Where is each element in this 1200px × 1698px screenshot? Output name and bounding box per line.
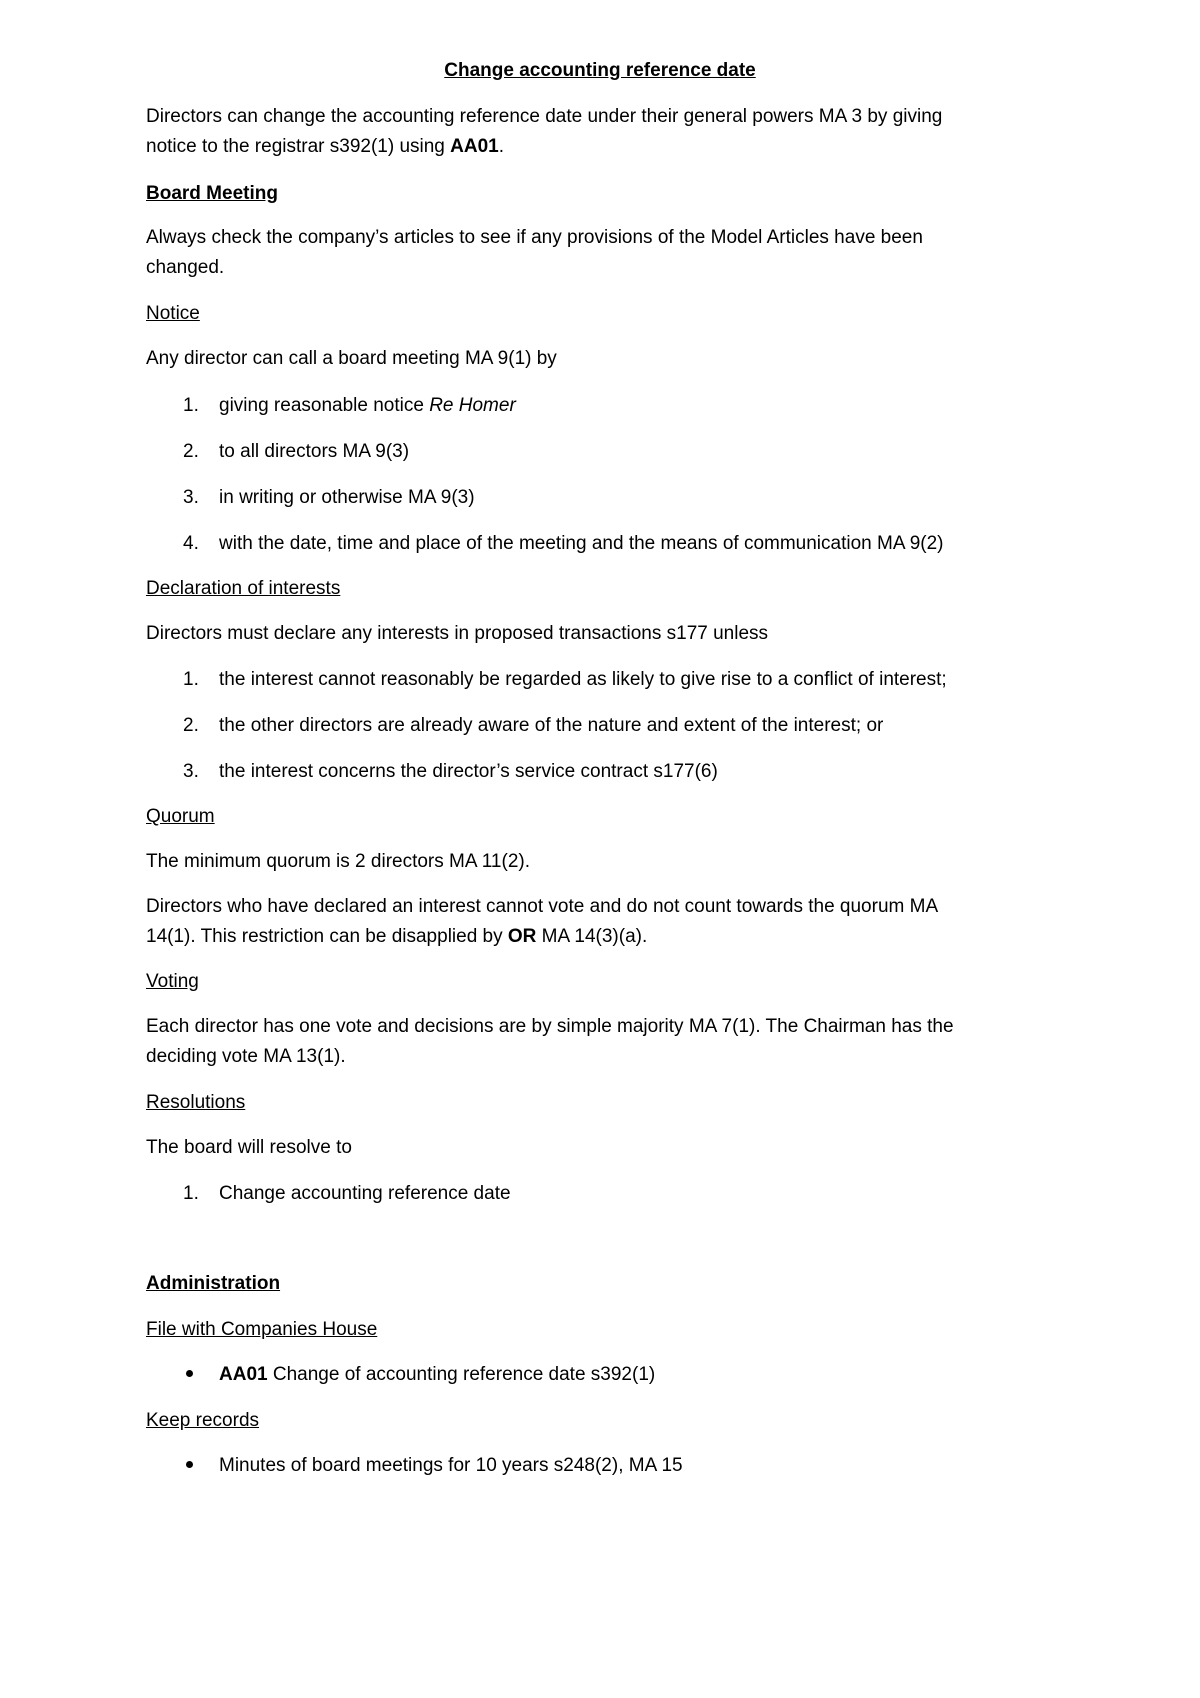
resolutions-heading: Resolutions (146, 1092, 246, 1113)
notice-item-4: with the date, time and place of the meeting and the means of communication MA 9(2) (219, 533, 944, 554)
quorum-ordinary-resolution: OR (507, 926, 537, 947)
administration-heading: Administration (146, 1273, 281, 1294)
intro-form-code: AA01 (450, 136, 499, 157)
quorum-para-2-suffix: MA 14(3)(a). (536, 926, 648, 947)
notice-item-1-text: giving reasonable notice (219, 395, 430, 416)
declaration-item-1-number: 1. (183, 669, 199, 690)
notice-item-1-number: 1. (183, 395, 199, 416)
file-companies-house-heading: File with Companies House (146, 1319, 378, 1340)
quorum-para-2-line-2 (146, 923, 647, 951)
declaration-item-2-number: 2. (183, 715, 199, 736)
notice-item-1 (219, 392, 516, 420)
quorum-para-2-prefix: 14(1). This restriction can be disapplied by (146, 926, 508, 947)
notice-item-2-number: 2. (183, 441, 199, 462)
voting-line-2: deciding vote MA 13(1). (146, 1046, 346, 1067)
quorum-heading: Quorum (146, 806, 215, 827)
file-item-text: Change of accounting reference date s392(1) (267, 1364, 656, 1385)
notice-item-3-number: 3. (183, 487, 199, 508)
records-item-bullet (186, 1461, 193, 1468)
resolutions-item-1-number: 1. (183, 1183, 199, 1204)
notice-item-4-number: 4. (183, 533, 199, 554)
declaration-lead: Directors must declare any interests in proposed transactions s177 unless (146, 623, 769, 644)
quorum-para-2-line-1: Directors who have declared an interest cannot vote and do not count towards the quorum MA (146, 896, 939, 917)
declaration-heading: Declaration of interests (146, 578, 341, 599)
records-item: Minutes of board meetings for 10 years s248(2), MA 15 (219, 1455, 683, 1476)
file-item-form-code: AA01 (219, 1364, 268, 1385)
notice-item-2: to all directors MA 9(3) (219, 441, 410, 462)
declaration-item-3: the interest concerns the director’s service contract s177(6) (219, 761, 718, 782)
notice-lead: Any director can call a board meeting MA 9(1) by (146, 348, 557, 369)
keep-records-heading: Keep records (146, 1410, 260, 1431)
declaration-item-2: the other directors are already aware of the nature and extent of the interest; or (219, 715, 884, 736)
intro-line-2-prefix: notice to the registrar s392(1) using (146, 136, 451, 157)
declaration-item-3-number: 3. (183, 761, 199, 782)
quorum-para-1: The minimum quorum is 2 directors MA 11(2). (146, 851, 530, 872)
declaration-item-1: the interest cannot reasonably be regarded as likely to give rise to a conflict of interest; (219, 669, 947, 690)
file-item-bullet (186, 1370, 193, 1377)
notice-item-3: in writing or otherwise MA 9(3) (219, 487, 475, 508)
board-meeting-para-line-2: changed. (146, 257, 225, 278)
voting-line-1: Each director has one vote and decisions are by simple majority MA 7(1). The Chairman has the (146, 1016, 954, 1037)
voting-heading: Voting (146, 971, 199, 992)
file-item (219, 1361, 655, 1389)
notice-item-1-case: Re Homer (429, 395, 516, 416)
resolutions-lead: The board will resolve to (146, 1137, 352, 1158)
intro-line-2-suffix: . (498, 136, 505, 157)
notice-heading: Notice (146, 303, 200, 324)
board-meeting-para-line-1: Always check the company’s articles to see if any provisions of the Model Articles have been (146, 227, 923, 248)
intro-line-1: Directors can change the accounting reference date under their general powers MA 3 by giving (146, 106, 943, 127)
intro-line-2 (146, 133, 504, 161)
document-title: Change accounting reference date (444, 60, 756, 81)
resolutions-item-1: Change accounting reference date (219, 1183, 511, 1204)
board-meeting-heading: Board Meeting (146, 183, 278, 204)
